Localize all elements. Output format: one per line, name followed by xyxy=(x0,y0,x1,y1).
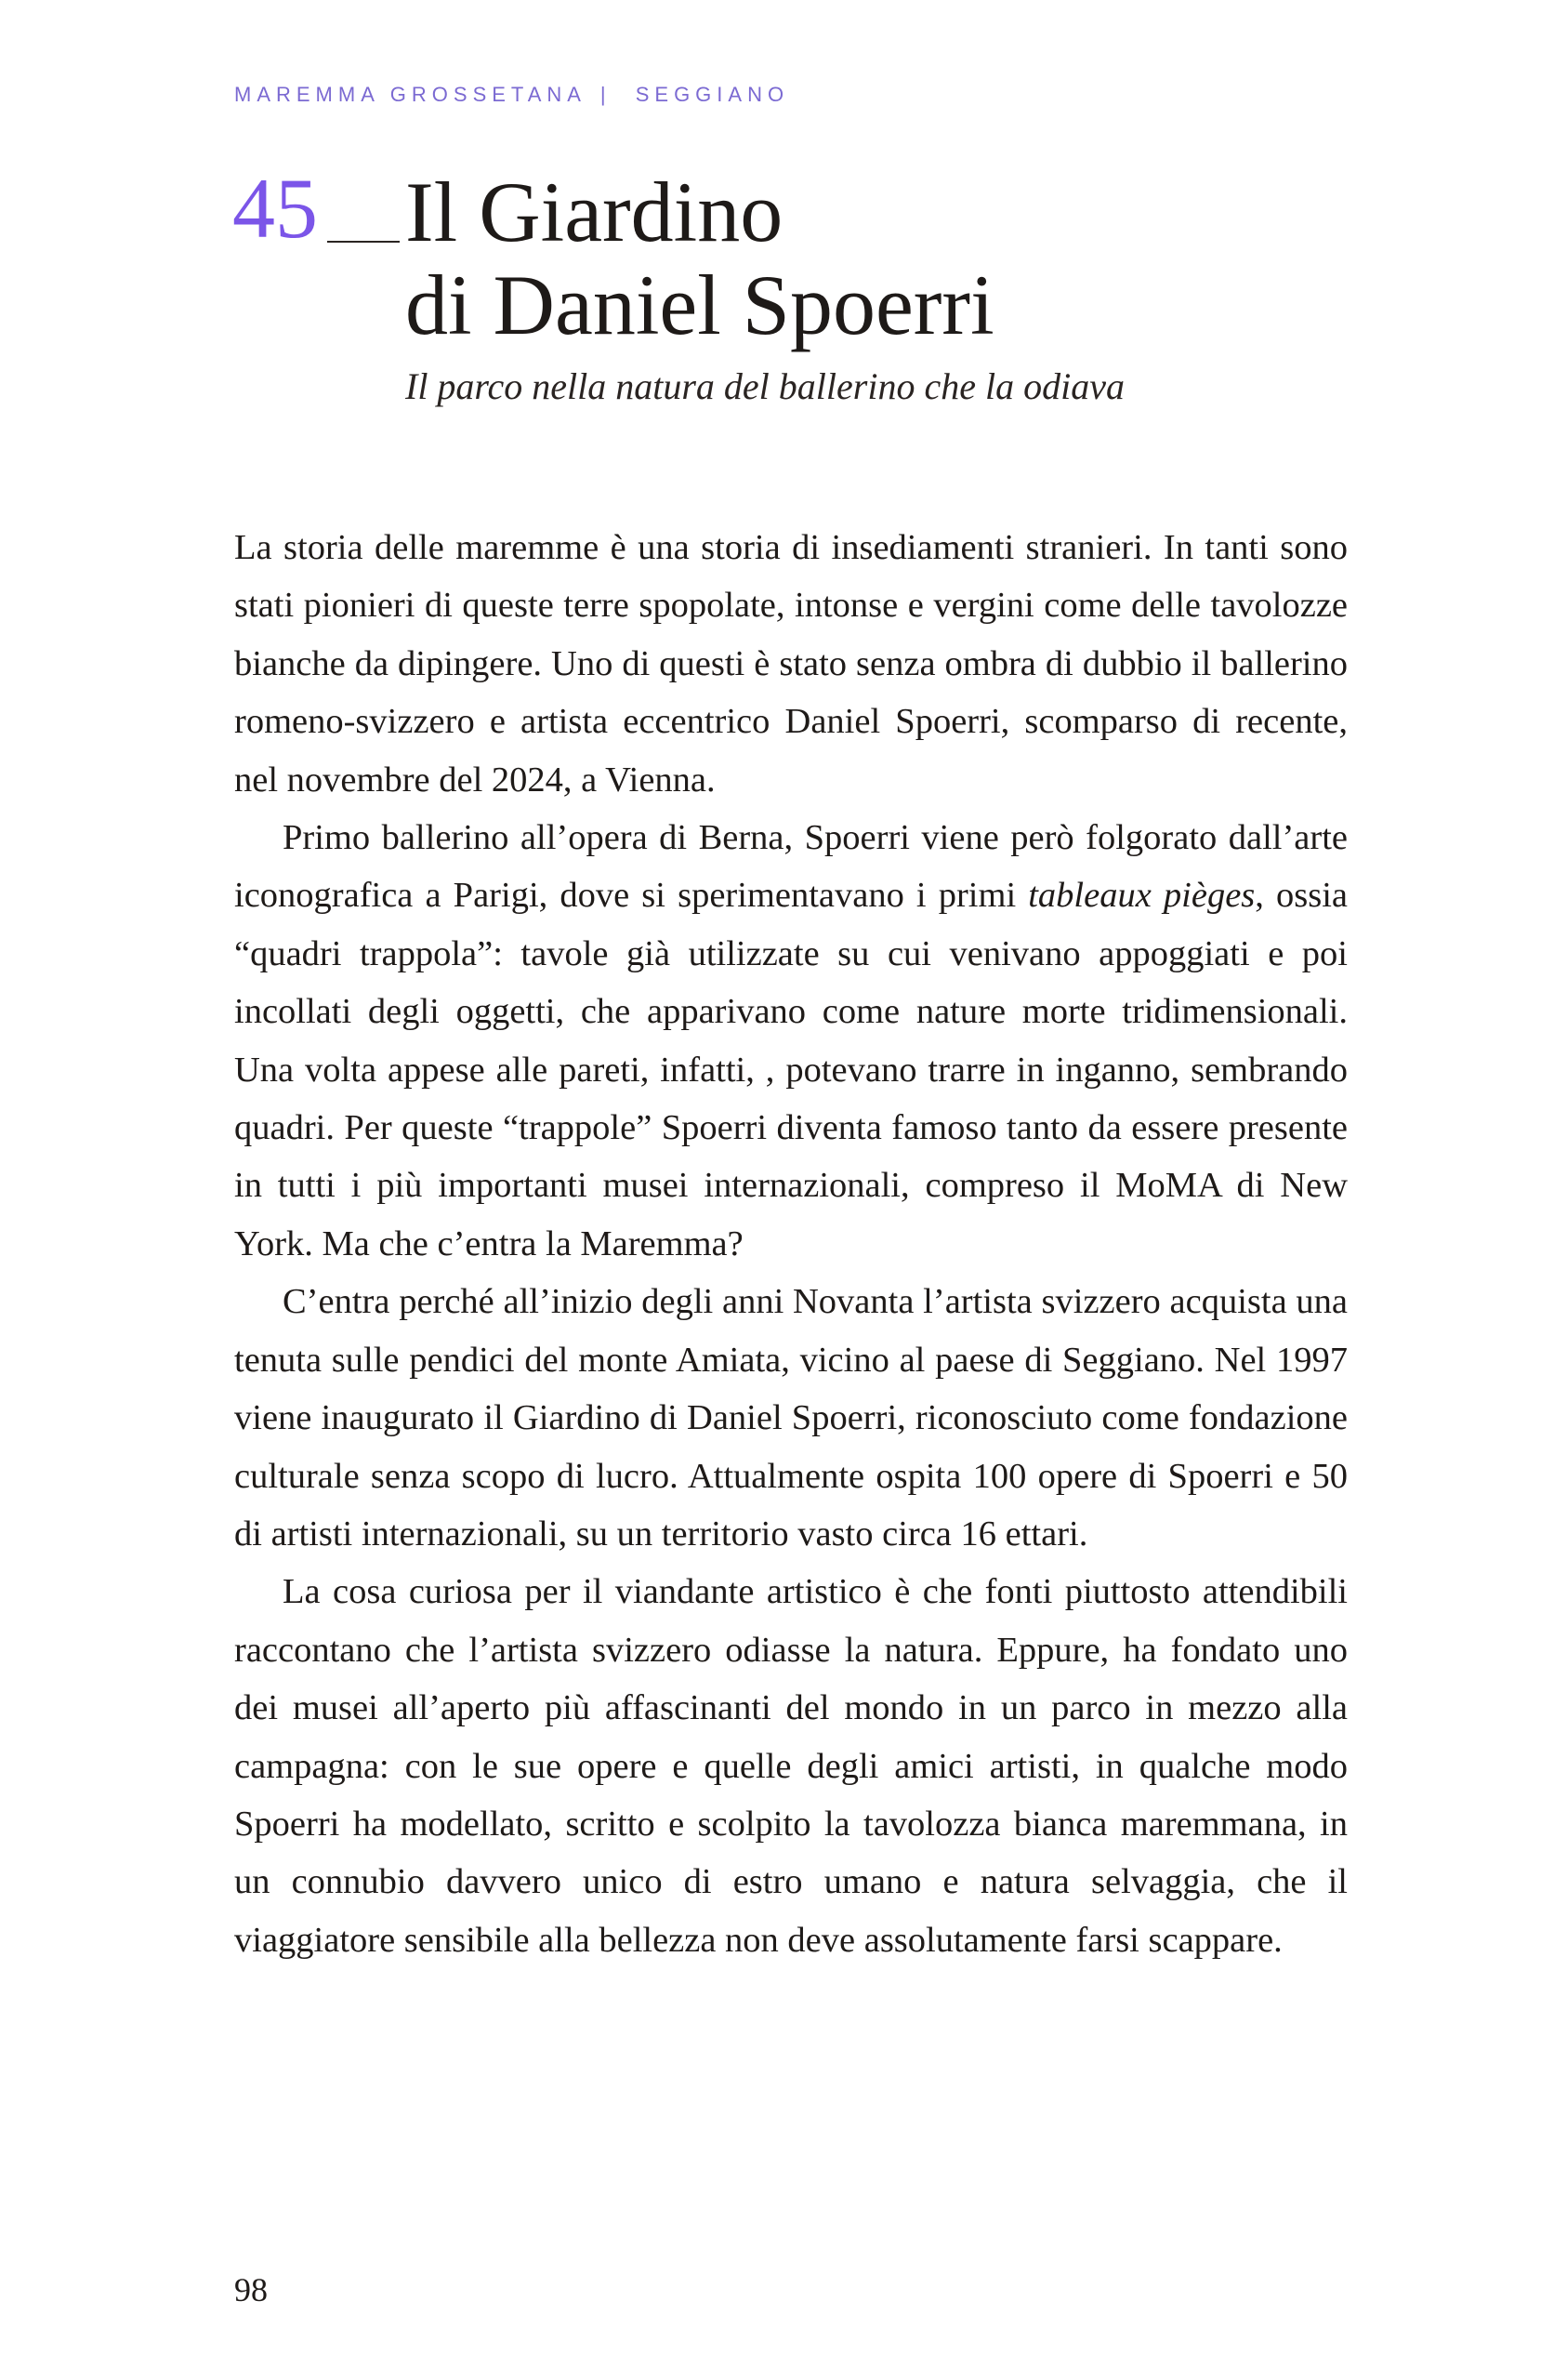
paragraph-2 xyxy=(234,809,1348,1273)
running-head-region: MAREMMA GROSSETANA xyxy=(234,83,586,106)
paragraph-2-italic-term: tableaux pièges xyxy=(1028,876,1256,916)
page-number: 98 xyxy=(234,2271,268,2308)
chapter-rule xyxy=(327,241,400,243)
chapter-title xyxy=(405,165,994,351)
running-head-town: SEGGIANO xyxy=(635,83,790,106)
paragraph-4: La cosa curiosa per il viandante artistico è che fonti piuttosto attendibili raccontano che l’artista svizzero odiasse la natura. Eppure, ha fondato uno dei musei all’aperto più affascinanti del mondo in un parco in mezzo alla campagna: con le sue opere e quelle degli amici artisti, in qualche modo Spoerri ha modellato, scritto e scolpito la tavolozza bianca maremmana, in un connubio davvero unico di estro umano e natura selvaggia, che il viaggiatore sensibile alla bellezza non deve assolutamente farsi scappare. xyxy=(234,1572,1348,1960)
running-head-separator: | xyxy=(599,83,612,106)
paragraph-2-text-b: , ossia “quadri trappola”: tavole già utilizzate su cui venivano appoggiati e poi incollati degli oggetti, che apparivano come nature morte tridimensionali. Una volta appese alle pareti, infatti, , potevano trarre in inganno, sembrando quadri. Per queste “trappole” Spoerri diventa famoso tanto da essere presente in tutti i più importanti musei internazionali, compreso il MoMA di New York. Ma che c’entra la Maremma? xyxy=(234,876,1348,1263)
running-head xyxy=(234,83,789,107)
body-text xyxy=(234,519,1348,1969)
paragraph-1: La storia delle maremme è una storia di insediamenti stranieri. In tanti sono stati pionieri di queste terre spopolate, intonse e vergini come delle tavolozze bianche da dipingere. Uno di questi è stato senza ombra di dubbio il ballerino romeno-svizzero e artista eccentrico Daniel Spoerri, scomparso di recente, nel novembre del 2024, a Vienna. xyxy=(234,528,1348,800)
chapter-title-line-1: Il Giardino xyxy=(405,165,784,259)
chapter-subtitle: Il parco nella natura del ballerino che la odiava xyxy=(405,365,1125,407)
paragraph-3: C’entra perché all’inizio degli anni Novanta l’artista svizzero acquista una tenuta sulle pendici del monte Amiata, vicino al paese di Seggiano. Nel 1997 viene inaugurato il Giardino di Daniel Spoerri, riconosciuto come fondazione culturale senza scopo di lucro. Attualmente ospita 100 opere di Spoerri e 50 di artisti internazionali, su un territorio vasto circa 16 ettari. xyxy=(234,1282,1348,1554)
paragraph-2-text-a: Primo ballerino all’opera di Berna, Spoerri viene però folgorato dall’arte iconografica a Parigi, dove si sperimentavano i primi xyxy=(234,818,1348,916)
chapter-number: 45 xyxy=(232,161,318,256)
chapter-title-line-2: di Daniel Spoerri xyxy=(405,258,994,352)
